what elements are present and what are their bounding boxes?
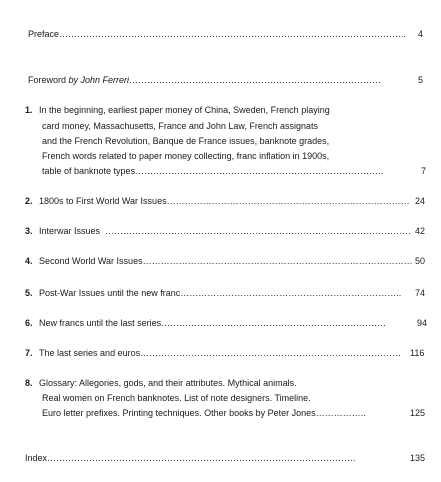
chapter-line: New francs until the last series bbox=[39, 318, 162, 328]
chapter-line: The last series and euros bbox=[39, 348, 141, 358]
toc-entry-foreword bbox=[28, 76, 381, 85]
toc-entry-label: Preface bbox=[28, 29, 60, 39]
leader-dots: ……………………………………………………………………… bbox=[166, 196, 410, 206]
toc-entry-author: by John Ferreri bbox=[68, 75, 130, 85]
toc-page-number: 94 bbox=[417, 318, 428, 328]
toc-chapter-1 bbox=[25, 106, 330, 115]
leader-dots: …………….. bbox=[315, 408, 366, 418]
toc-chapter-7 bbox=[25, 349, 401, 358]
toc-entry-label: Index bbox=[25, 453, 48, 463]
leader-dots: ………………………………………………………………… bbox=[161, 318, 387, 328]
toc-page-number: 42 bbox=[415, 226, 426, 236]
chapter-line: French words related to paper money collecting, franc inflation in 1900s, bbox=[42, 151, 330, 161]
leader-dots: ………………………………………………………………………… bbox=[129, 75, 382, 85]
toc-chapter-3 bbox=[25, 227, 411, 236]
toc-page-number: 24 bbox=[415, 196, 426, 206]
toc-page-number: 4 bbox=[418, 29, 424, 39]
chapter-line: Glossary: Allegories, gods, and their attributes. Mythical animals. bbox=[39, 378, 297, 388]
leader-dots: …………………………………………………………………………………………. bbox=[47, 453, 356, 463]
chapter-line: Euro letter prefixes. Printing techniques. Other books by Peter Jones bbox=[42, 408, 316, 418]
chapter-line: card money, Massachusetts, France and John Law, French assignats bbox=[42, 121, 318, 131]
toc-entry-index bbox=[25, 454, 356, 463]
toc-chapter-5 bbox=[25, 289, 401, 298]
chapter-number: 5. bbox=[25, 288, 33, 298]
chapter-number: 1. bbox=[25, 105, 33, 115]
chapter-line: 1800s to First World War Issues bbox=[39, 196, 167, 206]
toc-page-number: 135 bbox=[410, 453, 426, 463]
toc-chapter-8-last-line bbox=[42, 409, 366, 418]
toc-page-number: 7 bbox=[421, 166, 427, 176]
toc-chapter-6 bbox=[25, 319, 386, 328]
leader-dots: …………………………………………………………………………………………………….. bbox=[59, 29, 407, 39]
leader-dots: …………………………………………………………………………… bbox=[140, 348, 402, 358]
chapter-line: table of banknote types bbox=[42, 166, 136, 176]
toc-page-number: 5 bbox=[418, 75, 424, 85]
chapter-number: 6. bbox=[25, 318, 33, 328]
leader-dots: ……………………………………………………………………………… bbox=[142, 256, 413, 266]
chapter-number: 3. bbox=[25, 226, 33, 236]
toc-chapter-2 bbox=[25, 197, 410, 206]
chapter-number: 8. bbox=[25, 378, 33, 388]
toc-page-number: 116 bbox=[410, 348, 425, 358]
toc-page-number: 50 bbox=[415, 256, 426, 266]
toc-page-number: 125 bbox=[410, 408, 426, 418]
toc-page-number: 74 bbox=[415, 288, 426, 298]
chapter-number: 4. bbox=[25, 256, 33, 266]
toc-chapter-8 bbox=[25, 379, 297, 388]
chapter-line: Interwar Issues bbox=[39, 226, 101, 236]
toc-entry-label: Foreword bbox=[28, 75, 69, 85]
leader-dots: ………………………………………………………………………………………… bbox=[105, 226, 412, 236]
leader-dots: ……………………………………………………………………….. bbox=[135, 166, 384, 176]
toc-chapter-4 bbox=[25, 257, 413, 266]
toc-chapter-1-last-line bbox=[42, 167, 383, 176]
chapter-line: In the beginning, earliest paper money of China, Sweden, French playing bbox=[39, 105, 330, 115]
chapter-number: 2. bbox=[25, 196, 33, 206]
chapter-line: Post-War Issues until the new franc bbox=[39, 288, 181, 298]
toc-entry-preface bbox=[28, 30, 406, 39]
chapter-number: 7. bbox=[25, 348, 33, 358]
chapter-line: and the French Revolution, Banque de France issues, banknote grades, bbox=[42, 136, 330, 146]
chapter-line: Real women on French banknotes. List of note designers. Timeline. bbox=[42, 393, 311, 403]
chapter-line: Second World War Issues bbox=[39, 256, 143, 266]
leader-dots: ……………………………………………………………….. bbox=[180, 288, 402, 298]
